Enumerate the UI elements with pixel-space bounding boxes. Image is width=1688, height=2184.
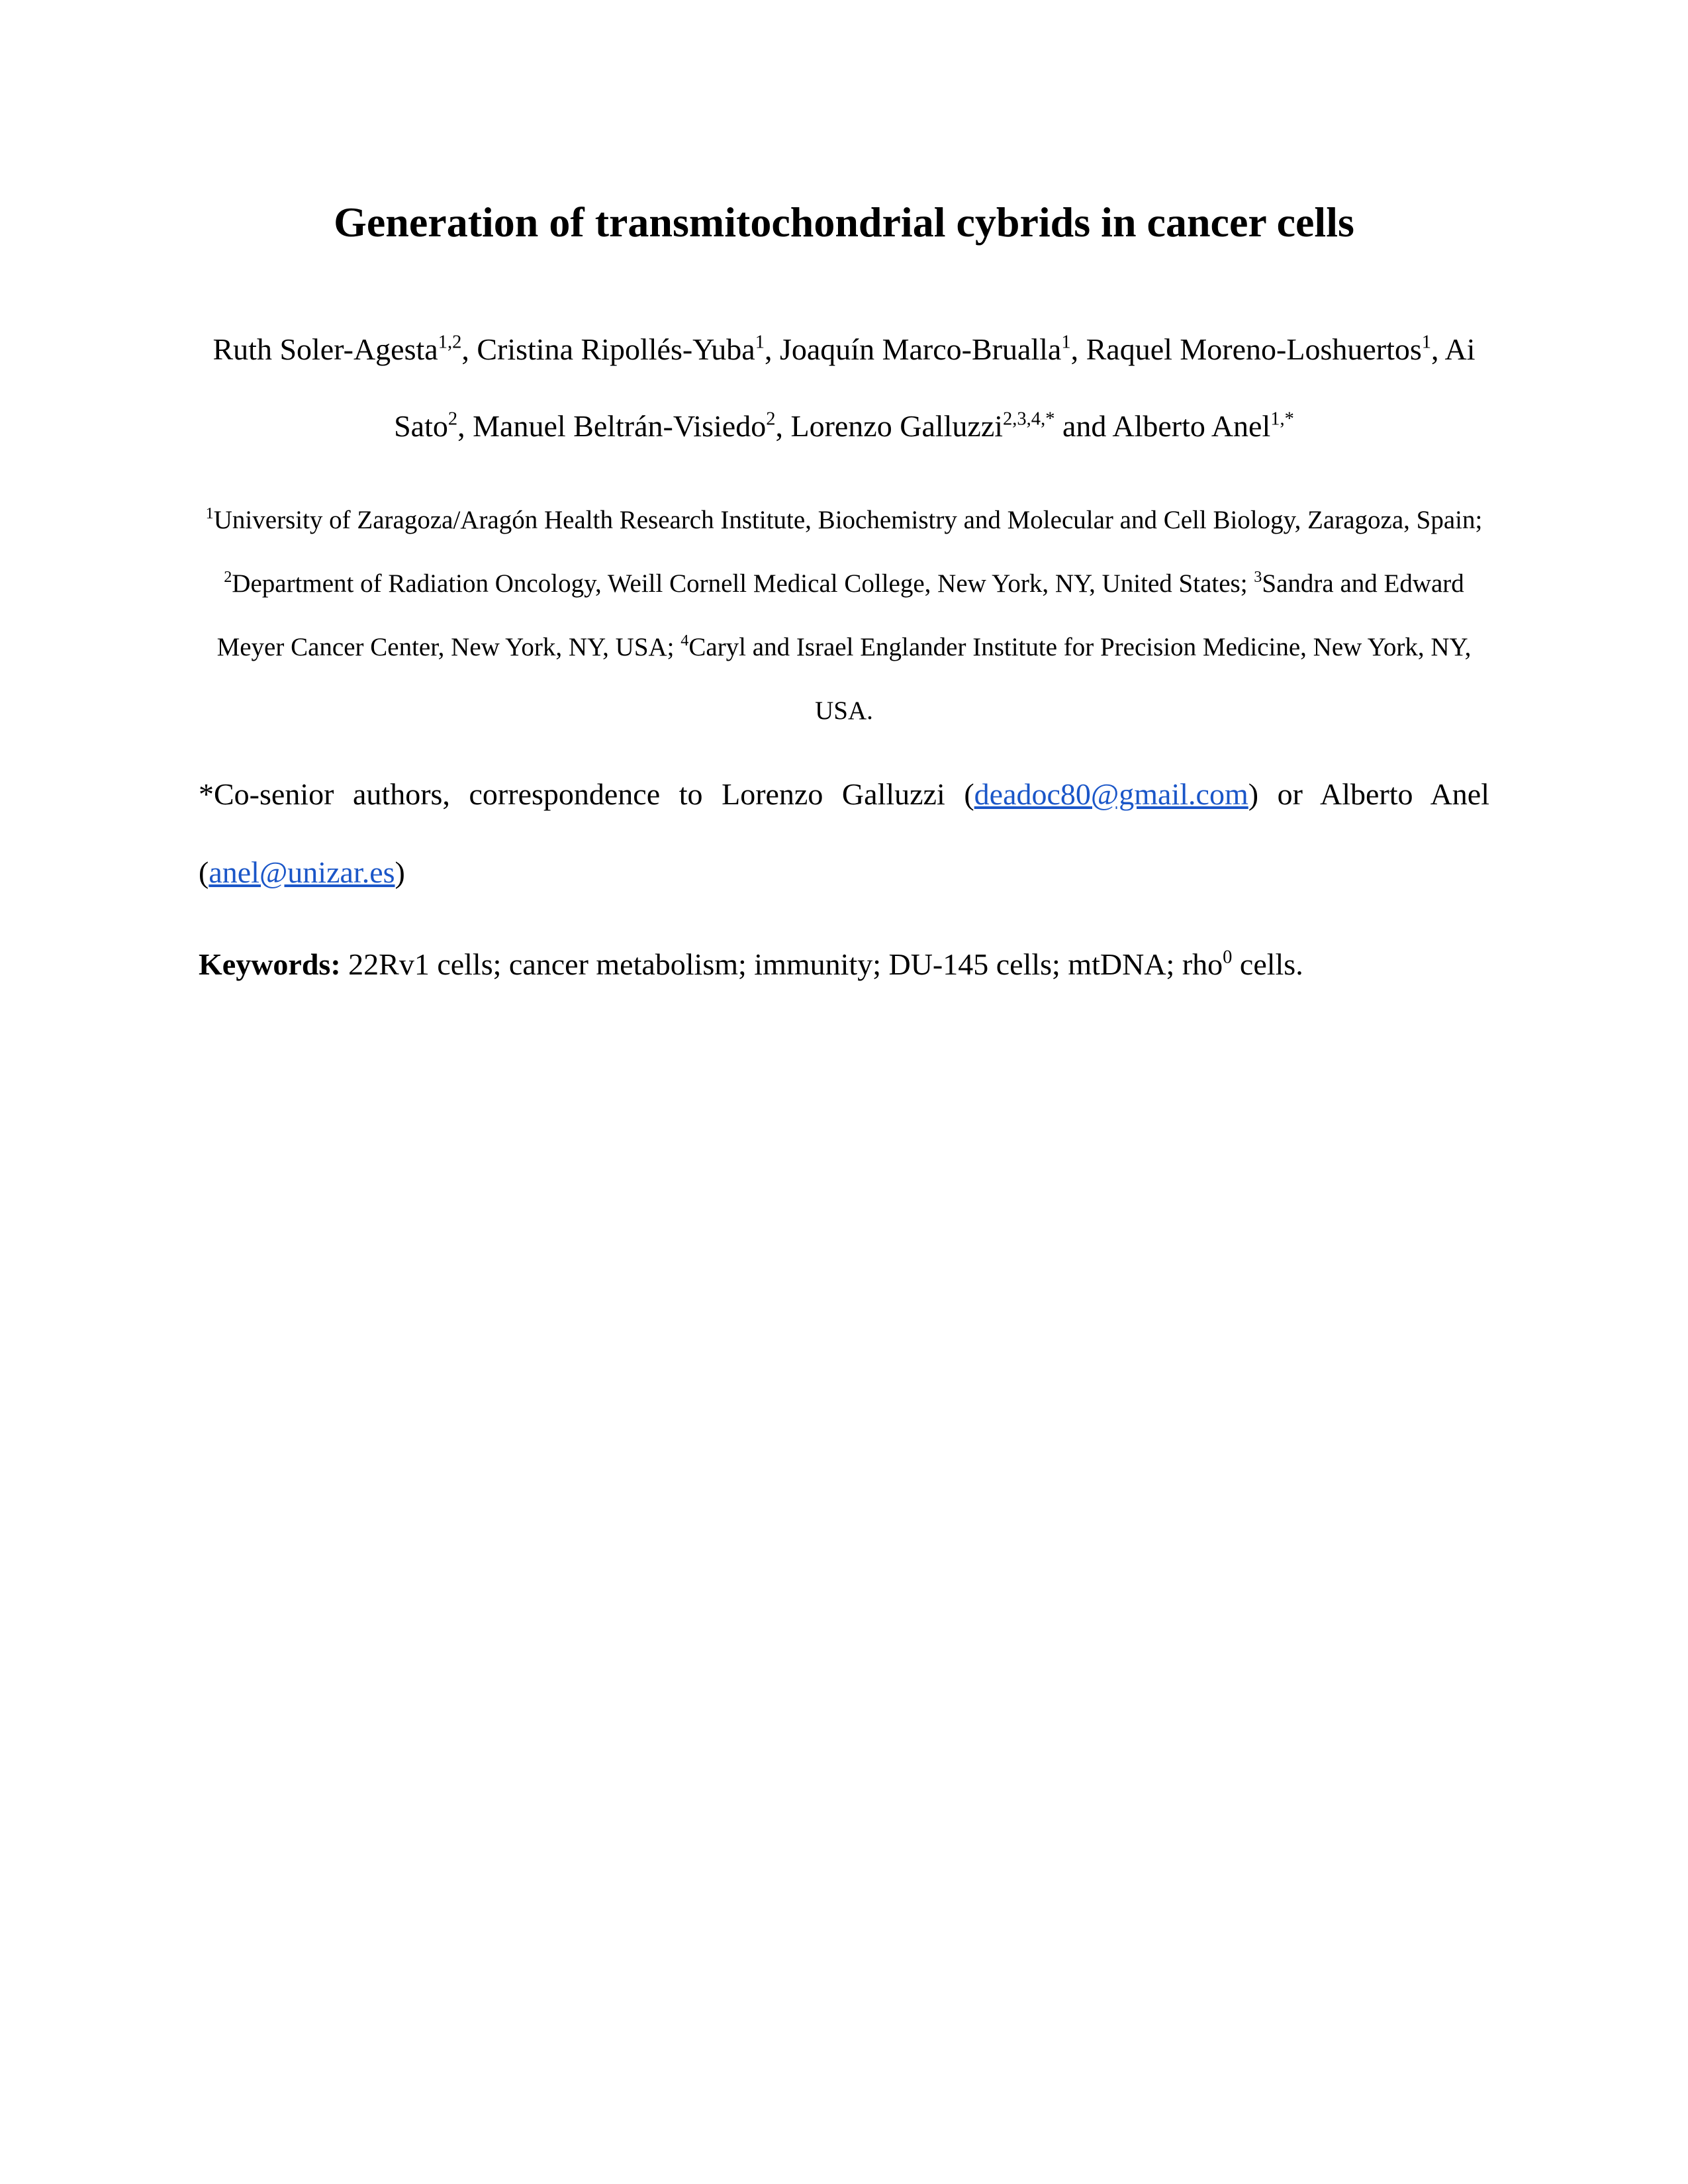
keywords-line xyxy=(199,935,1489,994)
author-list xyxy=(199,311,1489,465)
author-separator: , xyxy=(775,409,791,443)
author-separator: and xyxy=(1055,409,1113,443)
affiliation-list xyxy=(199,489,1489,743)
correspondence-middle: ) or Alberto Anel ( xyxy=(199,777,1489,889)
author-affiliation-marker: 1,* xyxy=(1270,408,1294,430)
author-name: Joaquín Marco-Brualla xyxy=(779,332,1062,366)
author-affiliation-marker: 1 xyxy=(1421,332,1432,353)
email-link-galluzzi[interactable]: deadoc80@gmail.com xyxy=(974,777,1248,811)
author-affiliation-marker: 2,3,4,* xyxy=(1003,408,1055,430)
correspondence-note xyxy=(199,755,1489,912)
correspondence-prefix: *Co-senior authors, correspondence to Lorenzo Galluzzi ( xyxy=(199,777,974,811)
author-name: Manuel Beltrán-Visiedo xyxy=(473,409,767,443)
author-name: Alberto Anel xyxy=(1112,409,1271,443)
author-affiliation-marker: 1 xyxy=(755,332,765,353)
author-separator: , xyxy=(1070,332,1086,366)
author-affiliation-marker: 2 xyxy=(766,408,776,430)
author-name: Cristina Ripollés-Yuba xyxy=(477,332,755,366)
affiliation-number: 4 xyxy=(680,632,689,650)
email-link-anel[interactable]: anel@unizar.es xyxy=(209,855,395,889)
keywords-text: 22Rv1 cells; cancer metabolism; immunity; DU-145 cells; mtDNA; rho xyxy=(340,947,1223,981)
author-separator: , xyxy=(457,409,473,443)
affiliation-text: University of Zaragoza/Aragón Health Research Institute, Biochemistry and Molecular and Cell Biology, Zaragoza, Spain; xyxy=(213,506,1483,534)
author-name: Ai Sato xyxy=(394,332,1476,443)
author-name: Lorenzo Galluzzi xyxy=(790,409,1004,443)
keywords-text-end: cells. xyxy=(1232,947,1303,981)
author-affiliation-marker: 1,2 xyxy=(438,332,462,353)
affiliation-number: 3 xyxy=(1254,568,1262,587)
affiliation-number: 2 xyxy=(224,568,232,587)
keywords-label: Keywords: xyxy=(199,947,341,981)
author-name: Ruth Soler-Agesta xyxy=(212,332,438,366)
affiliation-text: Sandra and Edward Meyer Cancer Center, New York, NY, USA; xyxy=(216,569,1464,661)
paper-title: Generation of transmitochondrial cybrids in cancer cells xyxy=(334,199,1354,246)
affiliation-text: Department of Radiation Oncology, Weill Cornell Medical College, New York, NY, United States; xyxy=(232,569,1254,598)
affiliation-number: 1 xyxy=(205,504,214,523)
author-separator: , xyxy=(461,332,477,366)
author-name: Raquel Moreno-Loshuertos xyxy=(1086,332,1422,366)
correspondence-suffix: ) xyxy=(395,855,405,889)
affiliation-text: Caryl and Israel Englander Institute for Precision Medicine, New York, NY, USA. xyxy=(688,633,1472,725)
keywords-superscript: 0 xyxy=(1223,947,1233,968)
author-affiliation-marker: 1 xyxy=(1061,332,1071,353)
author-separator: , xyxy=(764,332,780,366)
author-separator: , xyxy=(1431,332,1445,366)
author-affiliation-marker: 2 xyxy=(447,408,458,430)
